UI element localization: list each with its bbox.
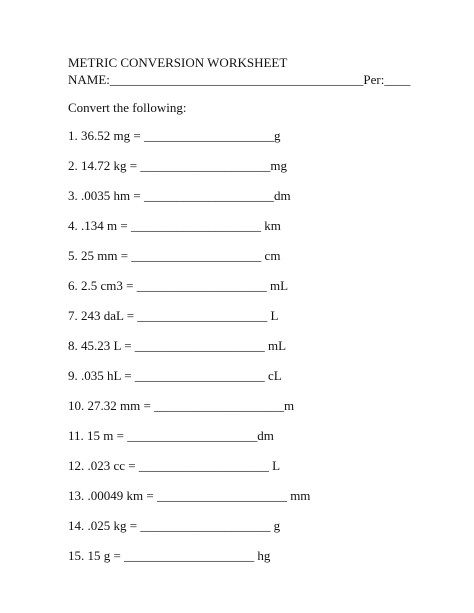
name-period-line: NAME:_______________________________________Per:____ — [68, 72, 411, 87]
problem-14: 14. .025 kg = ____________________ g — [68, 518, 281, 533]
problem-8: 8. 45.23 L = ____________________ mL — [68, 338, 287, 353]
problem-2: 2. 14.72 kg = ____________________mg — [68, 158, 287, 173]
problem-3: 3. .0035 hm = ____________________dm — [68, 188, 291, 203]
problem-15: 15. 15 g = ____________________ hg — [68, 548, 271, 563]
problem-7: 7. 243 daL = ____________________ L — [68, 308, 279, 323]
problem-5: 5. 25 mm = ____________________ cm — [68, 248, 281, 263]
instructions: Convert the following: — [68, 100, 187, 115]
problem-6: 6. 2.5 cm3 = ____________________ mL — [68, 278, 289, 293]
problem-11: 11. 15 m = ____________________dm — [68, 428, 274, 443]
worksheet-title: METRIC CONVERSION WORKSHEET — [68, 55, 288, 70]
problem-13: 13. .00049 km = ____________________ mm — [68, 488, 311, 503]
problem-12: 12. .023 cc = ____________________ L — [68, 458, 281, 473]
problem-1: 1. 36.52 mg = ____________________g — [68, 128, 281, 143]
problem-10: 10. 27.32 mm = ____________________m — [68, 398, 295, 413]
problem-9: 9. .035 hL = ____________________ cL — [68, 368, 282, 383]
problem-4: 4. .134 m = ____________________ km — [68, 218, 281, 233]
